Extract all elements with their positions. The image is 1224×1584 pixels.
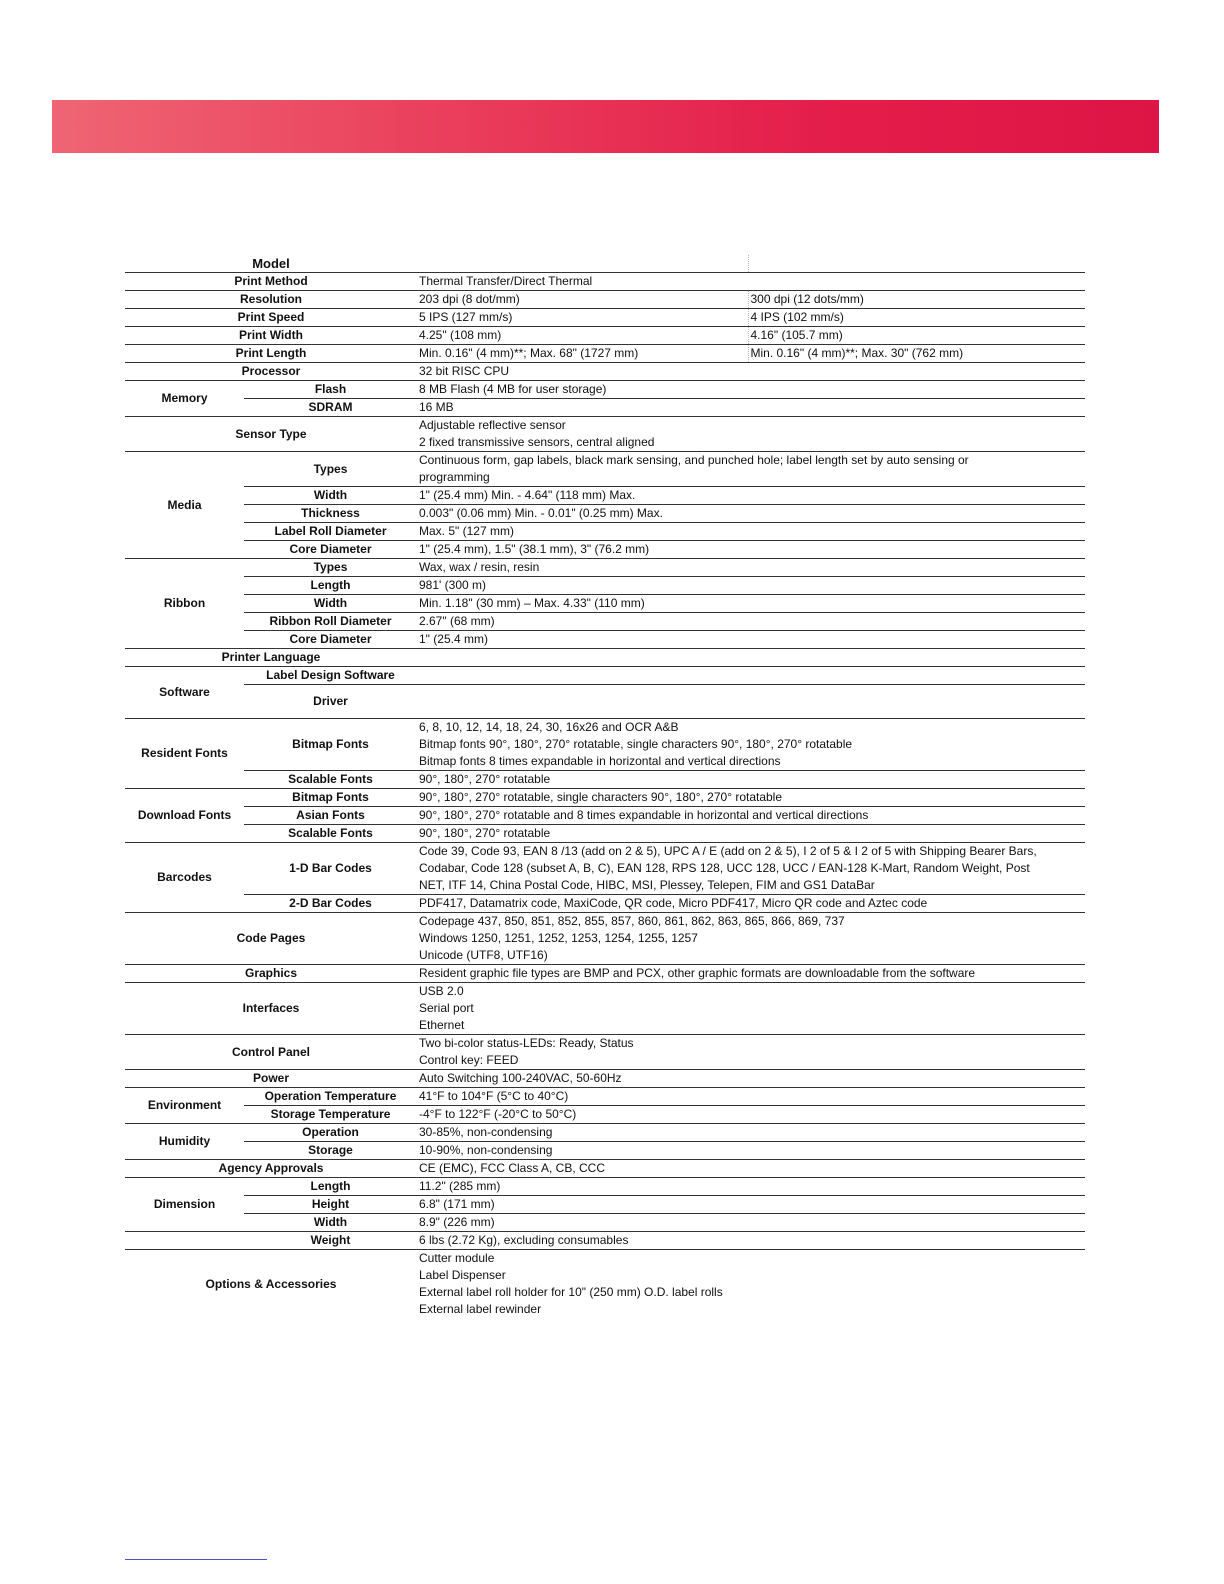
ribbon-length-label: Length xyxy=(244,577,417,595)
resolution-300-value: 300 dpi (12 dots/mm) xyxy=(748,291,1085,309)
spec-row-humidity-operation xyxy=(125,1124,1085,1142)
ribbon-roll-diameter-value: 2.67" (68 mm) xyxy=(417,613,1085,631)
memory-group-label: Memory xyxy=(125,381,244,417)
ribbon-width-value: Min. 1.18" (30 mm) – Max. 4.33" (110 mm) xyxy=(417,595,1085,613)
download-fonts-group-label: Download Fonts xyxy=(125,789,244,843)
software-driver-value xyxy=(417,685,1085,719)
spec-row-dimension-height xyxy=(125,1196,1085,1214)
resident-bitmap-line: Bitmap fonts 8 times expandable in horizontal and vertical directions xyxy=(419,754,781,768)
spec-row-print-length xyxy=(125,345,1085,363)
spec-row-media-thickness xyxy=(125,505,1085,523)
spec-row-weight xyxy=(125,1232,1085,1250)
print-length-300-value: Min. 0.16" (4 mm)**; Max. 30" (762 mm) xyxy=(748,345,1085,363)
spec-row-model xyxy=(125,255,1085,273)
download-scalable-label: Scalable Fonts xyxy=(244,825,417,843)
control-panel-label: Control Panel xyxy=(125,1035,417,1070)
spec-row-media-roll-diameter xyxy=(125,523,1085,541)
dimension-group-label: Dimension xyxy=(125,1178,244,1232)
ribbon-length-value: 981' (300 m) xyxy=(417,577,1085,595)
spec-row-ribbon-width xyxy=(125,595,1085,613)
media-core-diameter-label: Core Diameter xyxy=(244,541,417,559)
spec-row-resolution xyxy=(125,291,1085,309)
media-roll-diameter-value: Max. 5" (127 mm) xyxy=(417,523,1085,541)
barcodes-2d-value: PDF417, Datamatrix code, MaxiCode, QR code, Micro PDF417, Micro QR code and Aztec code xyxy=(417,895,1085,913)
processor-label: Processor xyxy=(125,363,417,381)
print-length-label: Print Length xyxy=(125,345,417,363)
software-group-label: Software xyxy=(125,667,244,719)
download-bitmap-label: Bitmap Fonts xyxy=(244,789,417,807)
dimension-width-label: Width xyxy=(244,1214,417,1232)
ribbon-core-diameter-label: Core Diameter xyxy=(244,631,417,649)
barcodes-1d-line: Codabar, Code 128 (subset A, B, C), EAN 128, RPS 128, UCC 128, UCC / EAN-128 K-Mart, Random Weight, Post xyxy=(419,861,1030,875)
spec-row-dimension-length xyxy=(125,1178,1085,1196)
barcodes-1d-line: NET, ITF 14, China Postal Code, HIBC, MSI, Plessey, Telepen, FIM and GS1 DataBar xyxy=(419,878,875,892)
humidity-group-label: Humidity xyxy=(125,1124,244,1160)
spec-row-ribbon-core-diameter xyxy=(125,631,1085,649)
print-speed-300-value: 4 IPS (102 mm/s) xyxy=(748,309,1085,327)
interfaces-line: Ethernet xyxy=(419,1018,465,1032)
dimension-length-value: 11.2" (285 mm) xyxy=(417,1178,1085,1196)
spec-row-media-width xyxy=(125,487,1085,505)
printer-language-label: Printer Language xyxy=(125,649,417,667)
spec-row-ribbon-types xyxy=(125,559,1085,577)
print-speed-label: Print Speed xyxy=(125,309,417,327)
options-line: Label Dispenser xyxy=(419,1268,506,1282)
code-pages-label: Code Pages xyxy=(125,913,417,965)
humidity-operation-value: 30-85%, non-condensing xyxy=(417,1124,1085,1142)
model-label: Model xyxy=(125,255,417,273)
spec-row-options xyxy=(125,1250,1085,1319)
graphics-value: Resident graphic file types are BMP and PCX, other graphic formats are downloadable from the software xyxy=(417,965,1085,983)
humidity-storage-label: Storage xyxy=(244,1142,417,1160)
spec-row-media-types xyxy=(125,452,1085,487)
spec-row-agency-approvals xyxy=(125,1160,1085,1178)
spec-row-barcodes-2d xyxy=(125,895,1085,913)
code-pages-line: Codepage 437, 850, 851, 852, 855, 857, 860, 861, 862, 863, 865, 866, 869, 737 xyxy=(419,914,845,928)
resolution-label: Resolution xyxy=(125,291,417,309)
spec-row-memory-flash xyxy=(125,381,1085,399)
interfaces-line: Serial port xyxy=(419,1001,474,1015)
media-width-value: 1" (25.4 mm) Min. - 4.64" (118 mm) Max. xyxy=(417,487,1085,505)
barcodes-1d-label: 1-D Bar Codes xyxy=(244,843,417,895)
spec-row-software-label-design xyxy=(125,667,1085,685)
ribbon-width-label: Width xyxy=(244,595,417,613)
options-line: External label rewinder xyxy=(419,1302,542,1316)
print-length-203-value: Min. 0.16" (4 mm)**; Max. 68" (1727 mm) xyxy=(417,345,748,363)
dimension-height-value: 6.8" (171 mm) xyxy=(417,1196,1085,1214)
header-banner xyxy=(52,100,1159,153)
dimension-height-label: Height xyxy=(244,1196,417,1214)
download-scalable-value: 90°, 180°, 270° rotatable xyxy=(417,825,1085,843)
sensor-type-label: Sensor Type xyxy=(125,417,417,452)
spec-row-power xyxy=(125,1070,1085,1088)
barcodes-1d-line: Code 39, Code 93, EAN 8 /13 (add on 2 & 5), UPC A / E (add on 2 & 5), I 2 of 5 & I 2 of 5 with Shipping Bearer Bars, xyxy=(419,844,1037,858)
dimension-width-value: 8.9" (226 mm) xyxy=(417,1214,1085,1232)
print-method-label: Print Method xyxy=(125,273,417,291)
model-300-value xyxy=(748,255,1085,273)
media-thickness-label: Thickness xyxy=(244,505,417,523)
download-bitmap-value: 90°, 180°, 270° rotatable, single characters 90°, 180°, 270° rotatable xyxy=(417,789,1085,807)
software-label-design-value xyxy=(417,667,1085,685)
resident-bitmap-value xyxy=(417,719,1085,771)
footnote-divider xyxy=(125,1559,267,1560)
code-pages-line: Windows 1250, 1251, 1252, 1253, 1254, 1255, 1257 xyxy=(419,931,698,945)
spec-row-dimension-width xyxy=(125,1214,1085,1232)
spec-row-code-pages xyxy=(125,913,1085,965)
media-types-line: programming xyxy=(419,470,490,484)
spec-row-media-core-diameter xyxy=(125,541,1085,559)
weight-label: Weight xyxy=(244,1232,417,1250)
spec-row-control-panel xyxy=(125,1035,1085,1070)
spec-row-processor xyxy=(125,363,1085,381)
options-value xyxy=(417,1250,1085,1319)
barcodes-2d-label: 2-D Bar Codes xyxy=(244,895,417,913)
environment-group-label: Environment xyxy=(125,1088,244,1124)
spec-row-print-width xyxy=(125,327,1085,345)
printer-language-value xyxy=(417,649,1085,667)
media-core-diameter-value: 1" (25.4 mm), 1.5" (38.1 mm), 3" (76.2 mm) xyxy=(417,541,1085,559)
memory-flash-value: 8 MB Flash (4 MB for user storage) xyxy=(417,381,1085,399)
power-value: Auto Switching 100-240VAC, 50-60Hz xyxy=(417,1070,1085,1088)
code-pages-value xyxy=(417,913,1085,965)
spec-row-resident-bitmap xyxy=(125,719,1085,771)
print-width-label: Print Width xyxy=(125,327,417,345)
ribbon-roll-diameter-label: Ribbon Roll Diameter xyxy=(244,613,417,631)
agency-approvals-value: CE (EMC), FCC Class A, CB, CCC xyxy=(417,1160,1085,1178)
interfaces-line: USB 2.0 xyxy=(419,984,464,998)
humidity-storage-value: 10-90%, non-condensing xyxy=(417,1142,1085,1160)
media-width-label: Width xyxy=(244,487,417,505)
media-group-label: Media xyxy=(125,452,244,559)
sensor-type-line: 2 fixed transmissive sensors, central aligned xyxy=(419,435,655,449)
media-types-label: Types xyxy=(244,452,417,487)
barcodes-group-label: Barcodes xyxy=(125,843,244,913)
weight-value: 6 lbs (2.72 Kg), excluding consumables xyxy=(417,1232,1085,1250)
humidity-operation-label: Operation xyxy=(244,1124,417,1142)
dimension-length-label: Length xyxy=(244,1178,417,1196)
download-asian-value: 90°, 180°, 270° rotatable and 8 times expandable in horizontal and vertical directions xyxy=(417,807,1085,825)
ribbon-types-label: Types xyxy=(244,559,417,577)
resident-scalable-label: Scalable Fonts xyxy=(244,771,417,789)
download-asian-label: Asian Fonts xyxy=(244,807,417,825)
spec-row-ribbon-length xyxy=(125,577,1085,595)
resident-bitmap-line: 6, 8, 10, 12, 14, 18, 24, 30, 16x26 and OCR A&B xyxy=(419,720,679,734)
options-line: Cutter module xyxy=(419,1251,495,1265)
spec-row-interfaces xyxy=(125,983,1085,1035)
environment-operation-value: 41°F to 104°F (5°C to 40°C) xyxy=(417,1088,1085,1106)
software-label-design-label: Label Design Software xyxy=(244,667,417,685)
sensor-type-value xyxy=(417,417,1085,452)
spec-table xyxy=(125,255,1085,1318)
spec-row-print-method xyxy=(125,273,1085,291)
barcodes-1d-value xyxy=(417,843,1085,895)
memory-sdram-label: SDRAM xyxy=(244,399,417,417)
environment-storage-value: -4°F to 122°F (-20°C to 50°C) xyxy=(417,1106,1085,1124)
interfaces-value xyxy=(417,983,1085,1035)
control-panel-line: Control key: FEED xyxy=(419,1053,519,1067)
resident-scalable-value: 90°, 180°, 270° rotatable xyxy=(417,771,1085,789)
spec-row-sensor-type xyxy=(125,417,1085,452)
spec-row-memory-sdram xyxy=(125,399,1085,417)
memory-sdram-value: 16 MB xyxy=(417,399,1085,417)
spec-row-download-bitmap xyxy=(125,789,1085,807)
print-width-203-value: 4.25" (108 mm) xyxy=(417,327,748,345)
resident-fonts-group-label: Resident Fonts xyxy=(125,719,244,789)
print-width-300-value: 4.16" (105.7 mm) xyxy=(748,327,1085,345)
control-panel-line: Two bi-color status-LEDs: Ready, Status xyxy=(419,1036,634,1050)
print-speed-203-value: 5 IPS (127 mm/s) xyxy=(417,309,748,327)
code-pages-line: Unicode (UTF8, UTF16) xyxy=(419,948,548,962)
ribbon-group-label: Ribbon xyxy=(125,559,244,649)
memory-flash-label: Flash xyxy=(244,381,417,399)
interfaces-label: Interfaces xyxy=(125,983,417,1035)
graphics-label: Graphics xyxy=(125,965,417,983)
resident-bitmap-label: Bitmap Fonts xyxy=(244,719,417,771)
spec-row-environment-storage xyxy=(125,1106,1085,1124)
sensor-type-line: Adjustable reflective sensor xyxy=(419,418,566,432)
spec-row-software-driver xyxy=(125,685,1085,719)
media-types-value xyxy=(417,452,1085,487)
ribbon-core-diameter-value: 1" (25.4 mm) xyxy=(417,631,1085,649)
processor-value: 32 bit RISC CPU xyxy=(417,363,1085,381)
options-label: Options & Accessories xyxy=(205,1276,337,1291)
model-203-value xyxy=(417,255,748,273)
media-types-line: Continuous form, gap labels, black mark sensing, and punched hole; label length set by auto sensing or xyxy=(419,453,969,467)
spec-row-graphics xyxy=(125,965,1085,983)
spec-table-container xyxy=(125,255,1085,1318)
resident-bitmap-line: Bitmap fonts 90°, 180°, 270° rotatable, single characters 90°, 180°, 270° rotatable xyxy=(419,737,853,751)
software-driver-label: Driver xyxy=(244,685,417,719)
spec-row-resident-scalable xyxy=(125,771,1085,789)
environment-operation-label: Operation Temperature xyxy=(244,1088,417,1106)
print-method-value: Thermal Transfer/Direct Thermal xyxy=(417,273,1085,291)
spec-row-print-speed xyxy=(125,309,1085,327)
spec-row-humidity-storage xyxy=(125,1142,1085,1160)
media-thickness-value: 0.003" (0.06 mm) Min. - 0.01" (0.25 mm) Max. xyxy=(417,505,1085,523)
options-line: External label roll holder for 10" (250 mm) O.D. label rolls xyxy=(419,1285,723,1299)
agency-approvals-label: Agency Approvals xyxy=(125,1160,417,1178)
weight-empty-cell xyxy=(125,1232,244,1250)
spec-row-download-asian xyxy=(125,807,1085,825)
spec-row-ribbon-roll-diameter xyxy=(125,613,1085,631)
spec-row-barcodes-1d xyxy=(125,843,1085,895)
ribbon-types-value: Wax, wax / resin, resin xyxy=(417,559,1085,577)
power-label: Power xyxy=(125,1070,417,1088)
spec-row-download-scalable xyxy=(125,825,1085,843)
spec-row-environment-operation xyxy=(125,1088,1085,1106)
resolution-203-value: 203 dpi (8 dot/mm) xyxy=(417,291,748,309)
media-roll-diameter-label: Label Roll Diameter xyxy=(244,523,417,541)
environment-storage-label: Storage Temperature xyxy=(244,1106,417,1124)
control-panel-value xyxy=(417,1035,1085,1070)
spec-row-printer-language xyxy=(125,649,1085,667)
